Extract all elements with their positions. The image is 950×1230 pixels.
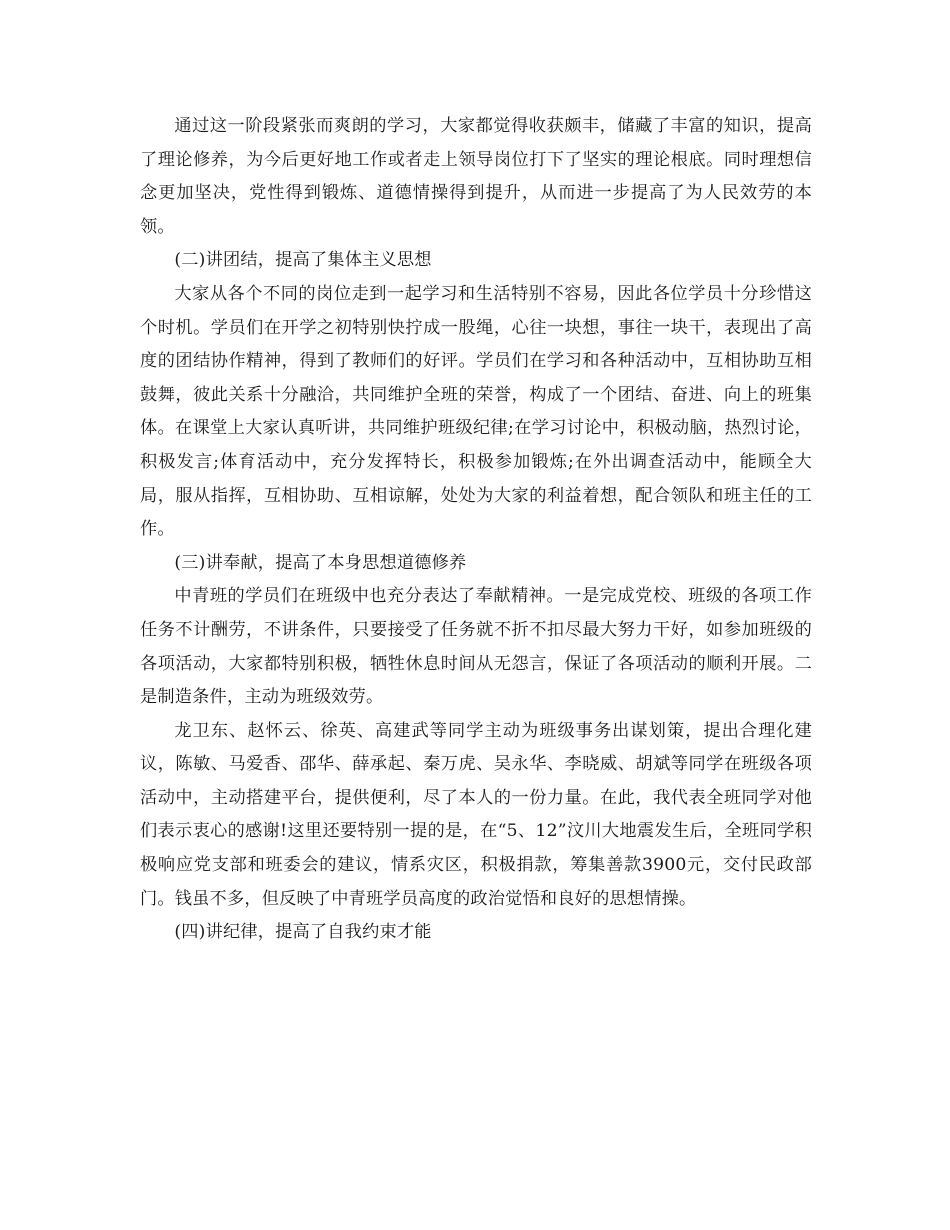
paragraph-acknowledgement: 龙卫东、赵怀云、徐英、高建武等同学主动为班级事务出谋划策，提出合理化建议，陈敏、马爱香、邵华、薛承起、秦万虎、吴永华、李晓威、胡斌等同学在班级各项活动中，主动搭建平台，提供便利，尽了本人的一份力量。在此，我代表全班同学对他们表示衷心的感谢!这里还要特别一提的是，在“5、12”汶川大地震发生后，全班同学积极响应党支部和班委会的建议，情系灾区，积极捐款，筹集善款3900元，交付民政部门。钱虽不多，但反映了中青班学员高度的政治觉悟和良好的思想情操。 bbox=[140, 720, 812, 909]
heading-dedication: (三)讲奉献，提高了本身思想道德修养 bbox=[174, 552, 467, 573]
paragraph-study-results: 通过这一阶段紧张而爽朗的学习，大家都觉得收获颇丰，储藏了丰富的知识，提高了理论修养，为今后更好地工作或者走上领导岗位打下了坚实的理论根底。同时理想信念更加坚决，党性得到锻炼、道德情操得到提升，从而进一步提高了为人民效劳的本领。 bbox=[140, 116, 812, 237]
heading-unity: (二)讲团结，提高了集体主义思想 bbox=[174, 250, 432, 271]
paragraph-unity: 大家从各个不同的岗位走到一起学习和生活特别不容易，因此各位学员十分珍惜这个时机。学员们在开学之初特别快拧成一股绳，心往一块想，事往一块干，表现出了高度的团结协作精神，得到了教师们的好评。学员们在学习和各种活动中，互相协助互相鼓舞，彼此关系十分融洽，共同维护全班的荣誉，构成了一个团结、奋进、向上的班集体。在课堂上大家认真听讲，共同维护班级纪律;在学习讨论中，积极动脑，热烈讨论，积极发言;体育活动中，充分发挥特长，积极参加锻炼;在外出调查活动中，能顾全大局，服从指挥，互相协助、互相谅解，处处为大家的利益着想，配合领队和班主任的工作。 bbox=[140, 283, 812, 540]
paragraph-dedication: 中青班的学员们在班级中也充分表达了奉献精神。一是完成党校、班级的各项工作任务不计酬劳，不讲条件，只要接受了任务就不折不扣尽最大努力干好，如参加班级的各项活动，大家都特别积极，牺牲休息时间从无怨言，保证了各项活动的顺利开展。二是制造条件，主动为班级效劳。 bbox=[140, 586, 812, 708]
heading-discipline: (四)讲纪律，提高了自我约束才能 bbox=[174, 922, 432, 943]
document-page bbox=[140, 110, 812, 950]
